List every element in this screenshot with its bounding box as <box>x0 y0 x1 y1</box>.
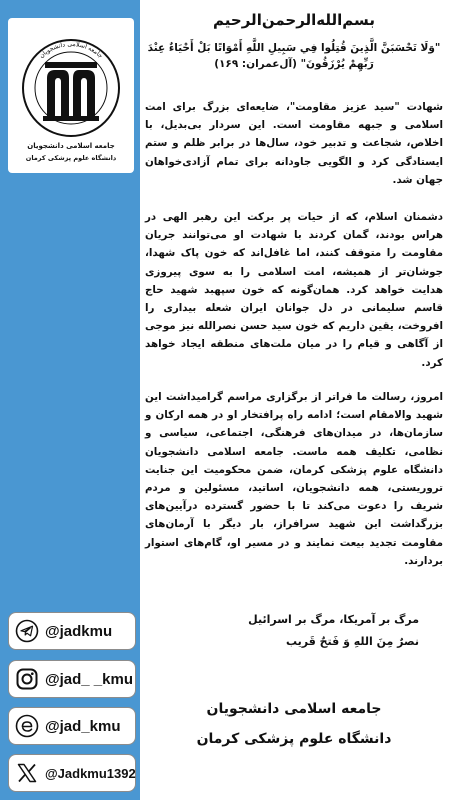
slogan-2: نصرٌ مِنَ اللهِ وَ فَتحٌ قَریب <box>285 635 419 648</box>
quran-verse: "وَلَا تَحْسَبَنَّ الَّذِينَ قُتِلُوا فِي سَبِيلِ اللَّهِ أَمْوَاتًا بَلْ أَحْيَاءٌ عِنْدَ رَبِّهِمْ يُرْزَقُونَ" (آل‌عمران: ۱۶۹) <box>147 42 441 70</box>
svg-text:جامعه اسلامی دانشجویان: جامعه اسلامی دانشجویان <box>38 40 104 60</box>
instagram-icon <box>13 665 41 693</box>
statement-body <box>145 0 443 800</box>
paragraph-2: دشمنان اسلام، که از حیات پر برکت این رهبر الهی در هراس بودند، گمان کردند با شهادت او می‌توانند جریان مقاومت را متوقف کنند، اما غافل‌اند که خون پاک شهدا، جوشان‌تر از همیشه، امت اسلامی را به سوی پیروزی هدایت خواهد کرد. همان‌گونه که خون سپهبد شهید حاج قاسم سلیمانی در دل جوانان ایران شعله بیداری را افروخت، یقین داریم که خون سید حسن نصرالله نیز موجی از آگاهی و قیام را در میان ملت‌های منطقه ایجاد خواهد کرد. <box>145 211 443 369</box>
x-twitter-icon <box>13 759 41 787</box>
organization-logo <box>8 18 134 173</box>
telegram-icon <box>13 617 41 645</box>
logo-emblem-icon <box>15 26 127 168</box>
signature-line-1: جامعه اسلامی دانشجویان <box>206 701 382 717</box>
telegram-link[interactable] <box>8 612 136 650</box>
eitaa-icon <box>13 712 41 740</box>
instagram-handle: @jad_ _kmu <box>45 670 133 688</box>
sidebar <box>0 0 140 800</box>
telegram-handle: @jadkmu <box>45 622 113 640</box>
x-twitter-handle: @Jadkmu1392 <box>45 765 136 781</box>
instagram-link[interactable] <box>8 660 136 698</box>
paragraph-3: امروز، رسالت ما فراتر از برگزاری مراسم گرامیداشت این شهید والامقام است؛ ادامه راه پرافتخار او در همه ارکان و سازمان‌ها، در میدان‌های فرهنگی، اجتماعی، سیاسی و نظامی، تکلیف همه ماست. جامعه اسلامی دانشجویان دانشگاه علوم پزشکی کرمان، ضمن محکومیت این جنایت تروریستی، همه دانشجویان، اساتید، مسئولین و مردم شریف را دعوت می‌کند تا با حضور گسترده درآیین‌های بزرگداشت این شهید سرافراز، بار دیگر با آرمان‌های مقاومت تجدید بیعت نمایند و در مسیر او، گام‌های استوار بردارند. <box>145 391 443 567</box>
paragraph-1: شهادت "سید عزیز مقاومت"، ضایعه‌ای بزرگ برای امت اسلامی و جبهه مقاومت است. این سردار بی‌بدیل، با اخلاص، شجاعت و تدبیر خود، سال‌ها در برابر ظلم و ستم ایستادگی کرد و الگویی جاودانه برای تمام آزادی‌خواهان جهان شد. <box>145 101 443 186</box>
slogan-1: مرگ بر آمریکا، مرگ بر اسرائیل <box>248 613 419 626</box>
eitaa-handle: @jad_kmu <box>45 717 121 735</box>
basmala-heading: بسم‌الله‌الرحمن‌الرحیم <box>213 11 375 29</box>
signature-line-2: دانشگاه علوم پزشکی کرمان <box>196 731 392 747</box>
logo-caption-line1: جامعه اسلامی دانشجویان <box>27 142 115 150</box>
x-twitter-link[interactable] <box>8 754 136 792</box>
logo-caption-line2: دانشگاه علوم پزشکی کرمان <box>25 154 117 162</box>
eitaa-link[interactable] <box>8 707 136 745</box>
